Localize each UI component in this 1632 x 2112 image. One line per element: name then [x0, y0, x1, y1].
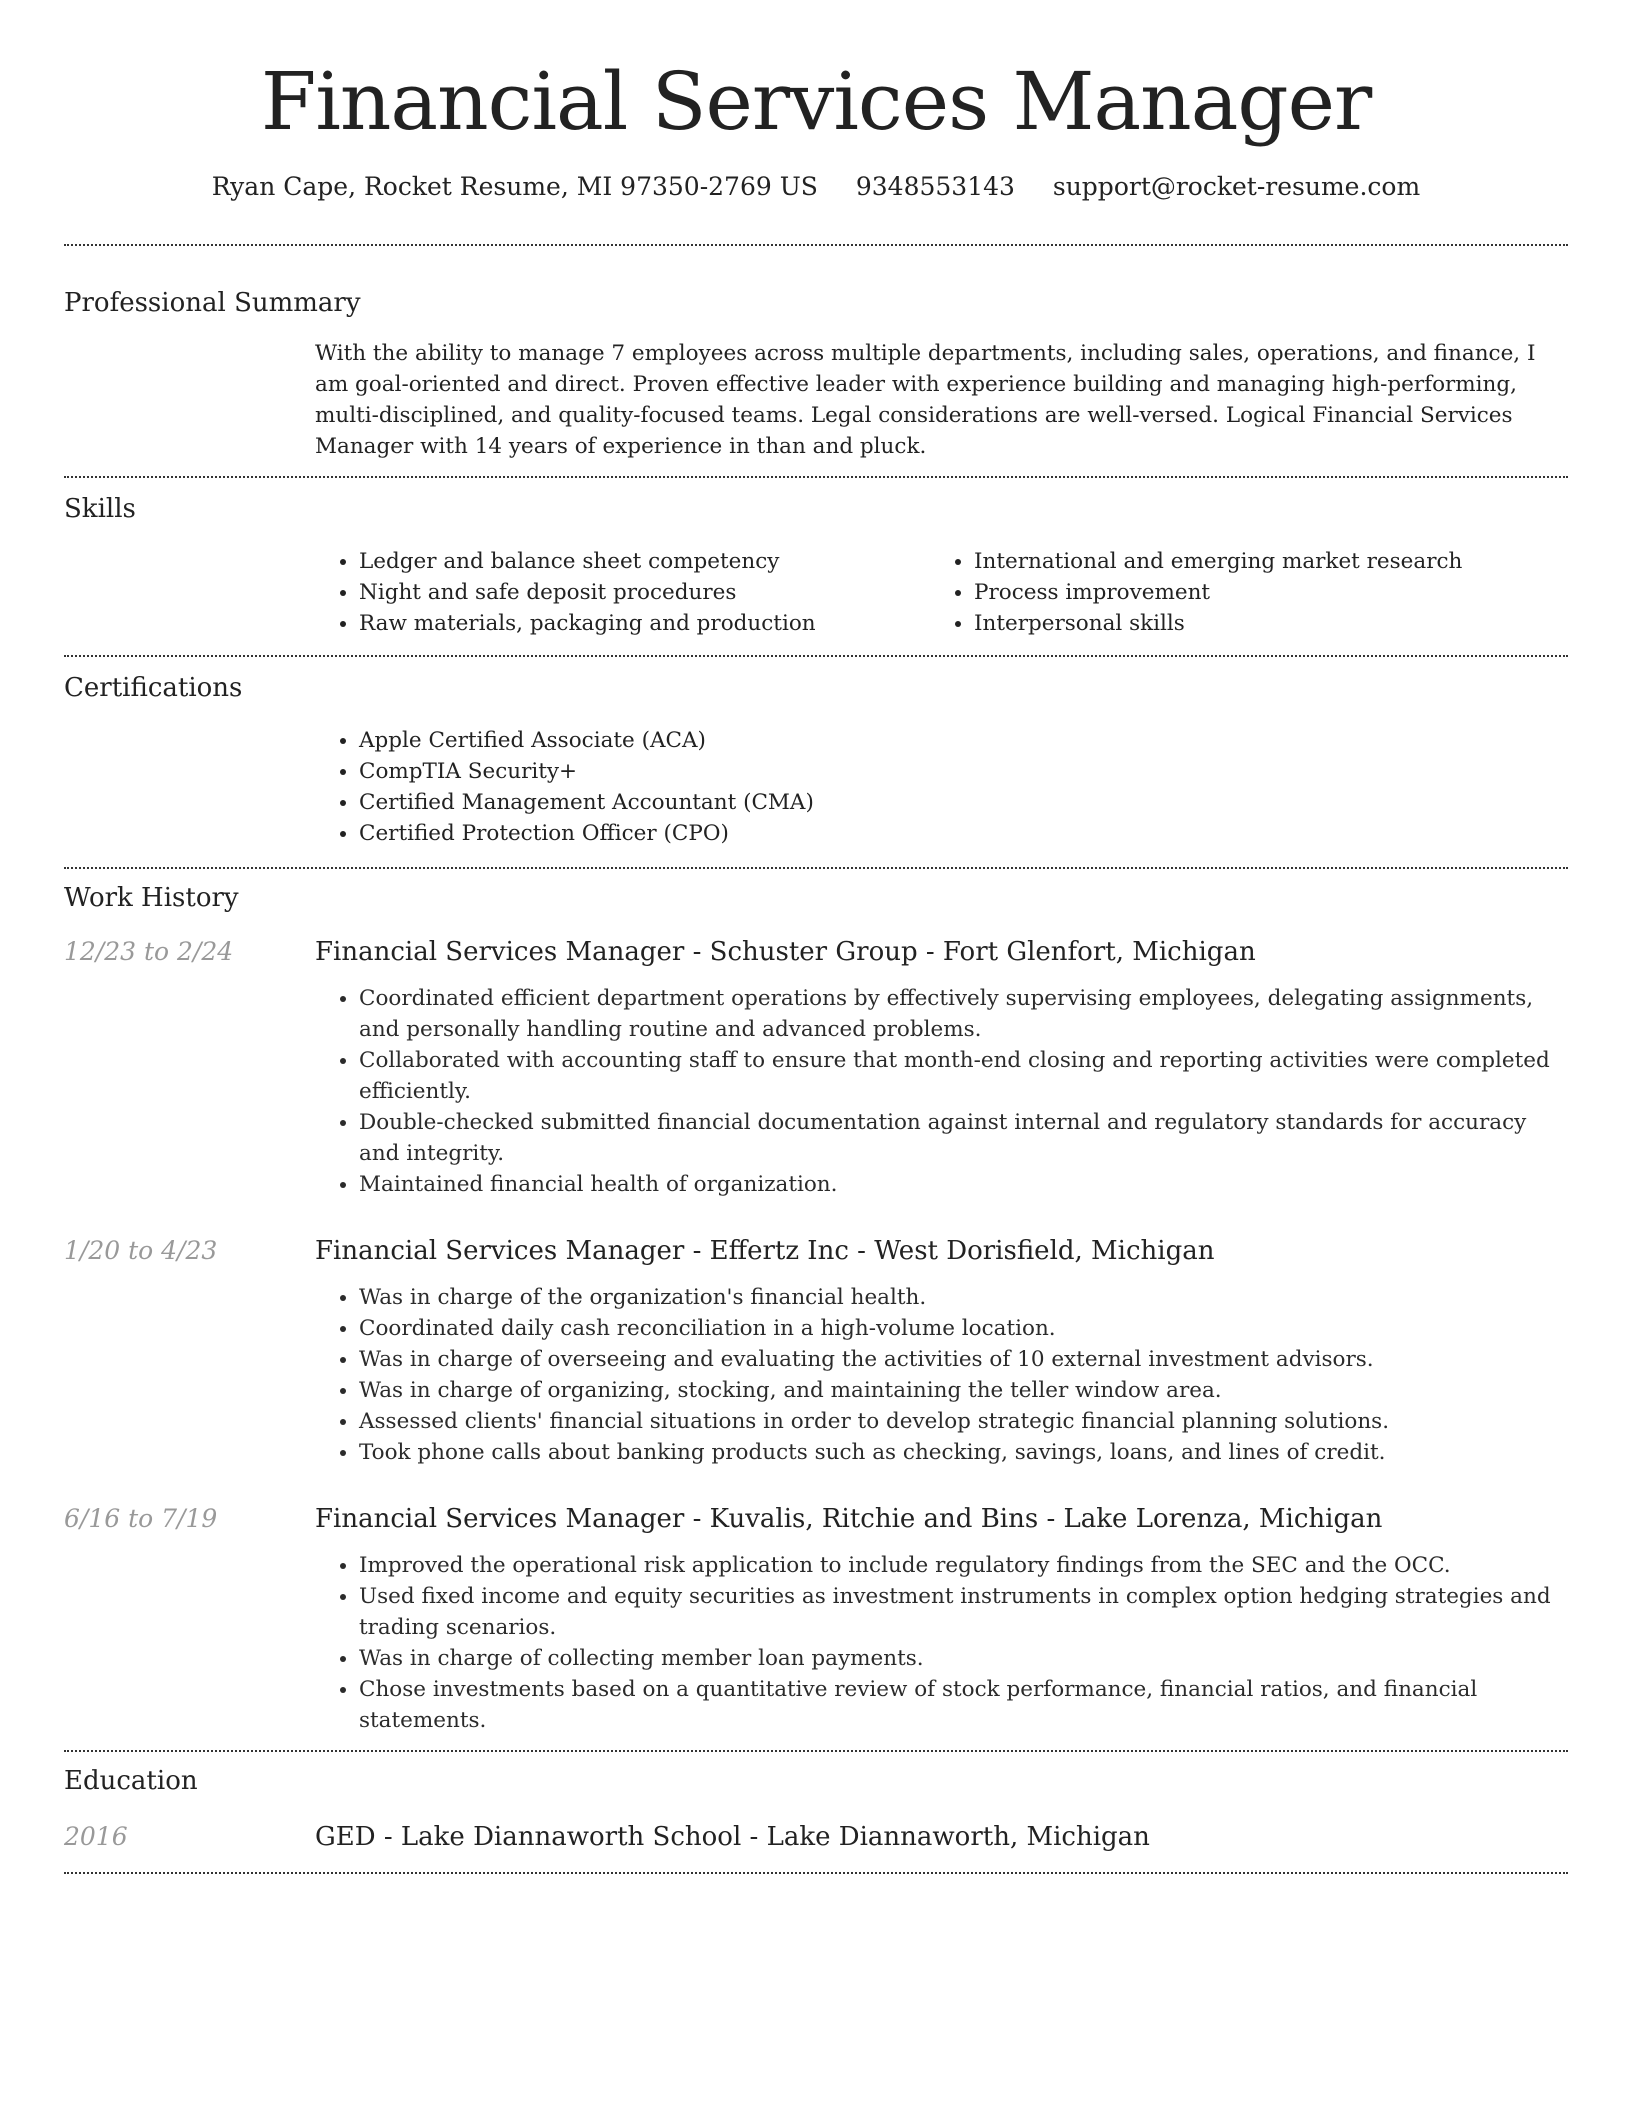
certification-item: • CompTIA Security+	[359, 756, 1568, 787]
skills-list-left	[315, 546, 930, 639]
skill-item: • International and emerging market research	[974, 546, 1545, 577]
contact-email: support@rocket-resume.com	[1052, 172, 1421, 201]
skills-column-left	[315, 546, 930, 639]
contact-address: Ryan Cape, Rocket Resume, MI 97350-2769 US	[211, 172, 818, 201]
job-bullet: • Was in charge of organizing, stocking, and maintaining the teller window area.	[359, 1375, 1568, 1406]
job-body	[315, 935, 1568, 1200]
education-section	[64, 1752, 1568, 1872]
job-dates: 1/20 to 4/23	[64, 1236, 218, 1265]
job-bullet: • Was in charge of overseeing and evaluating the activities of 10 external investment advisors.	[359, 1344, 1568, 1375]
job-bullet: • Assessed clients' financial situations in order to develop strategic financial planning solutions.	[359, 1406, 1568, 1437]
skill-item: • Night and safe deposit procedures	[359, 577, 930, 608]
job-bullet: • Double-checked submitted financial documentation against internal and regulatory standards for accuracy and integrity.	[359, 1107, 1568, 1169]
skill-item: • Ledger and balance sheet competency	[359, 546, 930, 577]
summary-text: With the ability to manage 7 employees across multiple departments, including sales, operations, and finance, I am goal-oriented and direct. Proven effective leader with experience building and managing high-performing, multi-disciplined, and quality-focused teams. Legal considerations are well-versed. Logical Financial Services Manager with 14 years of experience in than and pluck.	[315, 341, 1536, 459]
skills-section	[64, 478, 1568, 655]
skills-content	[315, 546, 1568, 639]
job-bullet: • Maintained financial health of organization.	[359, 1169, 1568, 1200]
job-entry	[64, 1502, 1568, 1736]
contact-phone: 9348553143	[855, 172, 1015, 201]
certifications-content	[315, 725, 1568, 849]
job-body	[315, 1502, 1568, 1736]
certification-item: • Certified Protection Officer (CPO)	[359, 818, 1568, 849]
skills-list-right	[930, 546, 1545, 639]
education-body	[315, 1820, 1568, 1854]
section-title-work: Work History	[64, 883, 239, 913]
job-dates: 12/23 to 2/24	[64, 937, 234, 966]
job-bullet: • Used fixed income and equity securities as investment instruments in complex option hedging strategies and trading scenarios.	[359, 1581, 1568, 1643]
job-bullet: • Collaborated with accounting staff to ensure that month-end closing and reporting activities were completed efficiently.	[359, 1045, 1568, 1107]
certifications-list	[315, 725, 1568, 849]
education-title: GED - Lake Diannaworth School - Lake Diannaworth, Michigan	[315, 1822, 1150, 1852]
summary-section	[64, 246, 1568, 476]
job-bullet: • Was in charge of collecting member loan payments.	[359, 1643, 1568, 1674]
job-dates: 6/16 to 7/19	[64, 1504, 218, 1533]
work-history-section	[64, 869, 1568, 1750]
summary-content	[315, 338, 1568, 462]
skill-item: • Process improvement	[974, 577, 1545, 608]
job-bullet: • Coordinated daily cash reconciliation in a high-volume location.	[359, 1313, 1568, 1344]
certification-item: • Apple Certified Associate (ACA)	[359, 725, 1568, 756]
certification-item: • Certified Management Accountant (CMA)	[359, 787, 1568, 818]
section-title-education: Education	[64, 1766, 198, 1796]
job-title: Financial Services Manager - Kuvalis, Ritchie and Bins - Lake Lorenza, Michigan	[315, 1504, 1383, 1534]
job-bullet: • Took phone calls about banking products such as checking, savings, loans, and lines of credit.	[359, 1437, 1568, 1468]
job-entry	[64, 935, 1568, 1200]
skill-item: • Raw materials, packaging and production	[359, 608, 930, 639]
divider	[64, 1872, 1568, 1874]
education-year: 2016	[64, 1822, 128, 1851]
job-bullet: • Improved the operational risk application to include regulatory findings from the SEC and the OCC.	[359, 1550, 1568, 1581]
section-title-certifications: Certifications	[64, 673, 243, 703]
job-bullet: • Chose investments based on a quantitative review of stock performance, financial ratios, and financial statements.	[359, 1674, 1568, 1736]
skills-column-right	[930, 546, 1545, 639]
job-bullet: • Coordinated efficient department operations by effectively supervising employees, delegating assignments, and personally handling routine and advanced problems.	[359, 983, 1568, 1045]
job-entry	[64, 1234, 1568, 1468]
section-title-skills: Skills	[64, 494, 136, 524]
certifications-section	[64, 657, 1568, 867]
job-bullets	[315, 1550, 1568, 1736]
job-bullet: • Was in charge of the organization's financial health.	[359, 1282, 1568, 1313]
job-bullets	[315, 983, 1568, 1200]
skill-item: • Interpersonal skills	[974, 608, 1545, 639]
resume-title: Financial Services Manager	[260, 55, 1372, 148]
section-title-summary: Professional Summary	[64, 288, 361, 318]
job-bullets	[315, 1282, 1568, 1468]
education-entry	[64, 1820, 1568, 1854]
job-body	[315, 1234, 1568, 1468]
job-title: Financial Services Manager - Schuster Group - Fort Glenfort, Michigan	[315, 937, 1256, 967]
job-title: Financial Services Manager - Effertz Inc - West Dorisfield, Michigan	[315, 1236, 1215, 1266]
contact-line	[64, 170, 1568, 204]
